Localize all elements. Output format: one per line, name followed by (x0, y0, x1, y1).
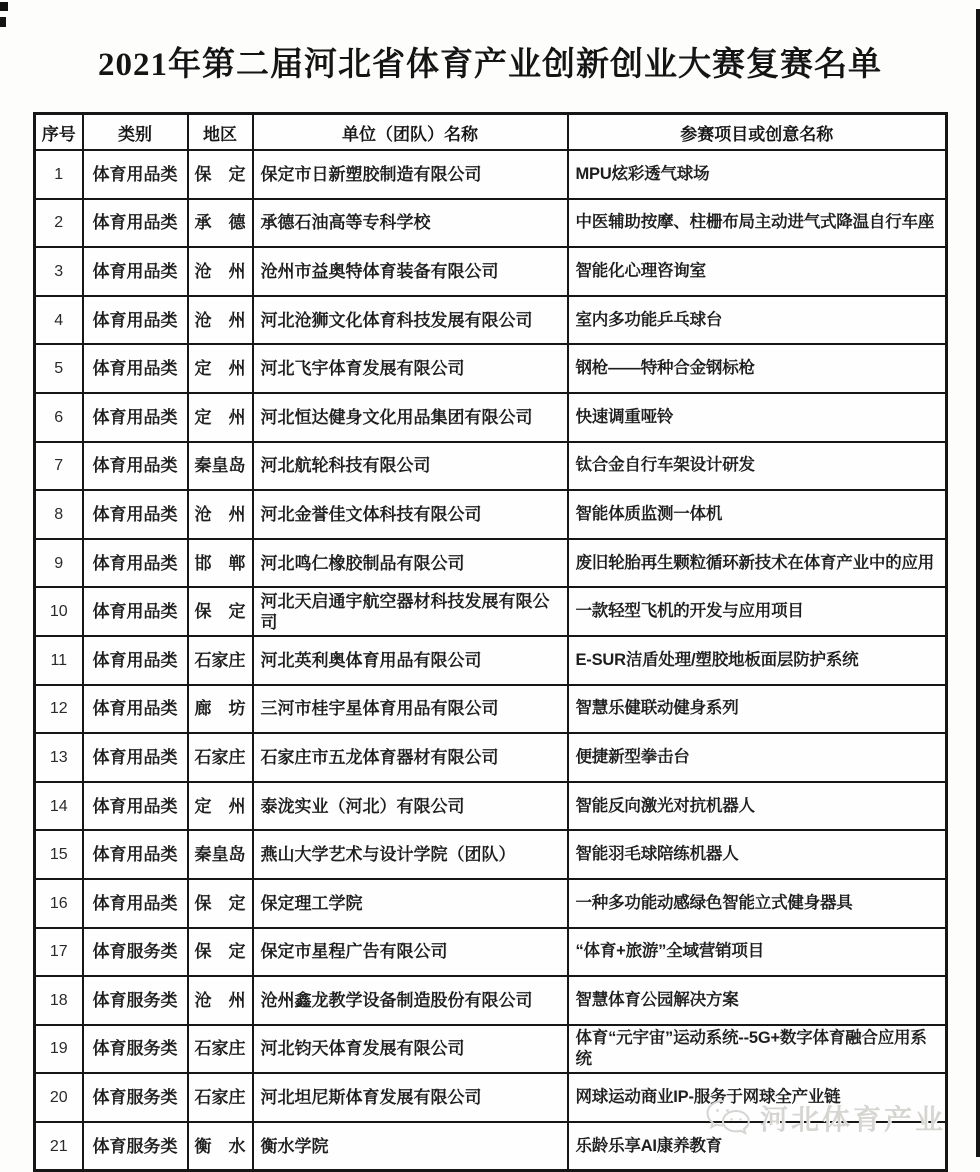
page-title: 2021年第二届河北省体育产业创新创业大赛复赛名单 (98, 47, 882, 83)
cell-project: 乐龄乐享AI康养教育 (568, 1122, 947, 1171)
cell-serial-number: 12 (35, 685, 83, 734)
wechat-icon (705, 1099, 751, 1137)
cell-project: 一款轻型飞机的开发与应用项目 (568, 587, 947, 636)
table-row (35, 928, 947, 977)
cell-project: 智慧乐健联动健身系列 (568, 685, 947, 734)
cell-serial-number: 5 (35, 344, 83, 393)
cell-region: 秦皇岛 (188, 830, 253, 879)
cell-category: 体育服务类 (83, 976, 188, 1025)
cell-serial-number: 9 (35, 539, 83, 588)
cell-organization: 河北坦尼斯体育发展有限公司 (253, 1073, 568, 1122)
table-row (35, 490, 947, 539)
cell-region: 保 定 (188, 928, 253, 977)
cell-serial-number: 1 (35, 150, 83, 199)
table-row (35, 199, 947, 248)
cell-organization: 保定市星程广告有限公司 (253, 928, 568, 977)
cell-organization: 保定市日新塑胶制造有限公司 (253, 150, 568, 199)
cell-project: 智慧体育公园解决方案 (568, 976, 947, 1025)
cell-serial-number: 16 (35, 879, 83, 928)
cell-serial-number: 6 (35, 393, 83, 442)
cell-organization: 河北天启通宇航空器材科技发展有限公司 (253, 587, 568, 636)
cell-serial-number: 18 (35, 976, 83, 1025)
header-project: 参赛项目或创意名称 (568, 114, 947, 151)
table-row (35, 296, 947, 345)
cell-project: 体育“元宇宙”运动系统--5G+数字体育融合应用系统 (568, 1025, 947, 1074)
cell-region: 秦皇岛 (188, 442, 253, 491)
scan-speck-top-left-1 (0, 2, 8, 11)
cell-region: 保 定 (188, 150, 253, 199)
cell-region: 沧 州 (188, 296, 253, 345)
cell-serial-number: 11 (35, 636, 83, 685)
cell-project: “体育+旅游”全域营销项目 (568, 928, 947, 977)
cell-project: 智能羽毛球陪练机器人 (568, 830, 947, 879)
cell-serial-number: 13 (35, 733, 83, 782)
cell-project: MPU炫彩透气球场 (568, 150, 947, 199)
scan-speck-top-left-2 (0, 17, 6, 27)
table-row (35, 150, 947, 199)
table-header-row (35, 114, 947, 151)
table-row (35, 1025, 947, 1074)
cell-region: 邯 郸 (188, 539, 253, 588)
cell-serial-number: 2 (35, 199, 83, 248)
cell-region: 衡 水 (188, 1122, 253, 1171)
table-row (35, 636, 947, 685)
cell-organization: 燕山大学艺术与设计学院（团队） (253, 830, 568, 879)
cell-serial-number: 10 (35, 587, 83, 636)
cell-organization: 沧州鑫龙教学设备制造股份有限公司 (253, 976, 568, 1025)
cell-project: 便捷新型拳击台 (568, 733, 947, 782)
cell-serial-number: 21 (35, 1122, 83, 1171)
cell-region: 沧 州 (188, 247, 253, 296)
cell-category: 体育用品类 (83, 636, 188, 685)
header-region: 地区 (188, 114, 253, 151)
cell-category: 体育用品类 (83, 782, 188, 831)
cell-region: 沧 州 (188, 976, 253, 1025)
cell-serial-number: 3 (35, 247, 83, 296)
cell-category: 体育用品类 (83, 150, 188, 199)
cell-organization: 河北英利奥体育用品有限公司 (253, 636, 568, 685)
cell-project: 一种多功能动感绿色智能立式健身器具 (568, 879, 947, 928)
cell-region: 定 州 (188, 344, 253, 393)
cell-region: 石家庄 (188, 733, 253, 782)
cell-category: 体育服务类 (83, 1025, 188, 1074)
table-row (35, 976, 947, 1025)
cell-project: 废旧轮胎再生颗粒循环新技术在体育产业中的应用 (568, 539, 947, 588)
cell-category: 体育服务类 (83, 1122, 188, 1171)
header-organization: 单位（团队）名称 (253, 114, 568, 151)
cell-project: 智能化心理咨询室 (568, 247, 947, 296)
table-row (35, 539, 947, 588)
cell-organization: 沧州市益奥特体育装备有限公司 (253, 247, 568, 296)
cell-category: 体育用品类 (83, 296, 188, 345)
table-row (35, 442, 947, 491)
cell-category: 体育用品类 (83, 733, 188, 782)
table-row (35, 733, 947, 782)
table-row (35, 782, 947, 831)
cell-category: 体育用品类 (83, 879, 188, 928)
cell-serial-number: 15 (35, 830, 83, 879)
cell-organization: 泰泷实业（河北）有限公司 (253, 782, 568, 831)
cell-serial-number: 19 (35, 1025, 83, 1074)
cell-region: 保 定 (188, 587, 253, 636)
cell-project: 钢枪——特种合金钢标枪 (568, 344, 947, 393)
cell-category: 体育用品类 (83, 393, 188, 442)
cell-organization: 河北钧天体育发展有限公司 (253, 1025, 568, 1074)
cell-category: 体育用品类 (83, 685, 188, 734)
cell-project: 中医辅助按摩、柱栅布局主动进气式降温自行车座 (568, 199, 947, 248)
cell-category: 体育用品类 (83, 199, 188, 248)
cell-region: 定 州 (188, 782, 253, 831)
cell-organization: 河北航轮科技有限公司 (253, 442, 568, 491)
cell-category: 体育用品类 (83, 442, 188, 491)
cell-region: 石家庄 (188, 636, 253, 685)
cell-region: 廊 坊 (188, 685, 253, 734)
header-serial-number: 序号 (35, 114, 83, 151)
cell-project: 智能反向激光对抗机器人 (568, 782, 947, 831)
table-row (35, 879, 947, 928)
scan-edge-bar-right (976, 9, 980, 1157)
cell-serial-number: 17 (35, 928, 83, 977)
table-row (35, 344, 947, 393)
cell-serial-number: 14 (35, 782, 83, 831)
cell-organization: 河北鸣仁橡胶制品有限公司 (253, 539, 568, 588)
cell-category: 体育服务类 (83, 928, 188, 977)
cell-region: 石家庄 (188, 1073, 253, 1122)
cell-project: 智能体质监测一体机 (568, 490, 947, 539)
competition-roster-table (33, 112, 948, 1172)
cell-category: 体育用品类 (83, 247, 188, 296)
cell-organization: 衡水学院 (253, 1122, 568, 1171)
cell-organization: 河北沧狮文化体育科技发展有限公司 (253, 296, 568, 345)
cell-project: 快速调重哑铃 (568, 393, 947, 442)
cell-region: 定 州 (188, 393, 253, 442)
cell-category: 体育用品类 (83, 539, 188, 588)
header-category: 类别 (83, 114, 188, 151)
cell-organization: 石家庄市五龙体育器材有限公司 (253, 733, 568, 782)
cell-region: 石家庄 (188, 1025, 253, 1074)
cell-category: 体育用品类 (83, 490, 188, 539)
cell-organization: 承德石油高等专科学校 (253, 199, 568, 248)
cell-organization: 三河市桂宇星体育用品有限公司 (253, 685, 568, 734)
cell-serial-number: 7 (35, 442, 83, 491)
cell-organization: 保定理工学院 (253, 879, 568, 928)
cell-serial-number: 4 (35, 296, 83, 345)
cell-project: 钛合金自行车架设计研发 (568, 442, 947, 491)
cell-category: 体育用品类 (83, 344, 188, 393)
table-row (35, 247, 947, 296)
cell-project: 网球运动商业IP-服务于网球全产业链 (568, 1073, 947, 1122)
table-row (35, 587, 947, 636)
cell-organization: 河北金誉佳文体科技有限公司 (253, 490, 568, 539)
table-row (35, 685, 947, 734)
cell-region: 保 定 (188, 879, 253, 928)
cell-serial-number: 8 (35, 490, 83, 539)
cell-organization: 河北飞宇体育发展有限公司 (253, 344, 568, 393)
cell-category: 体育用品类 (83, 830, 188, 879)
cell-project: E-SUR洁盾处理/塑胶地板面层防护系统 (568, 636, 947, 685)
cell-serial-number: 20 (35, 1073, 83, 1122)
table-row (35, 393, 947, 442)
table-row (35, 830, 947, 879)
cell-region: 沧 州 (188, 490, 253, 539)
watermark-text: 河北体育产业 (759, 1104, 946, 1135)
cell-organization: 河北恒达健身文化用品集团有限公司 (253, 393, 568, 442)
cell-project: 室内多功能乒乓球台 (568, 296, 947, 345)
cell-category: 体育服务类 (83, 1073, 188, 1122)
cell-region: 承 德 (188, 199, 253, 248)
cell-category: 体育用品类 (83, 587, 188, 636)
watermark (705, 1098, 946, 1138)
